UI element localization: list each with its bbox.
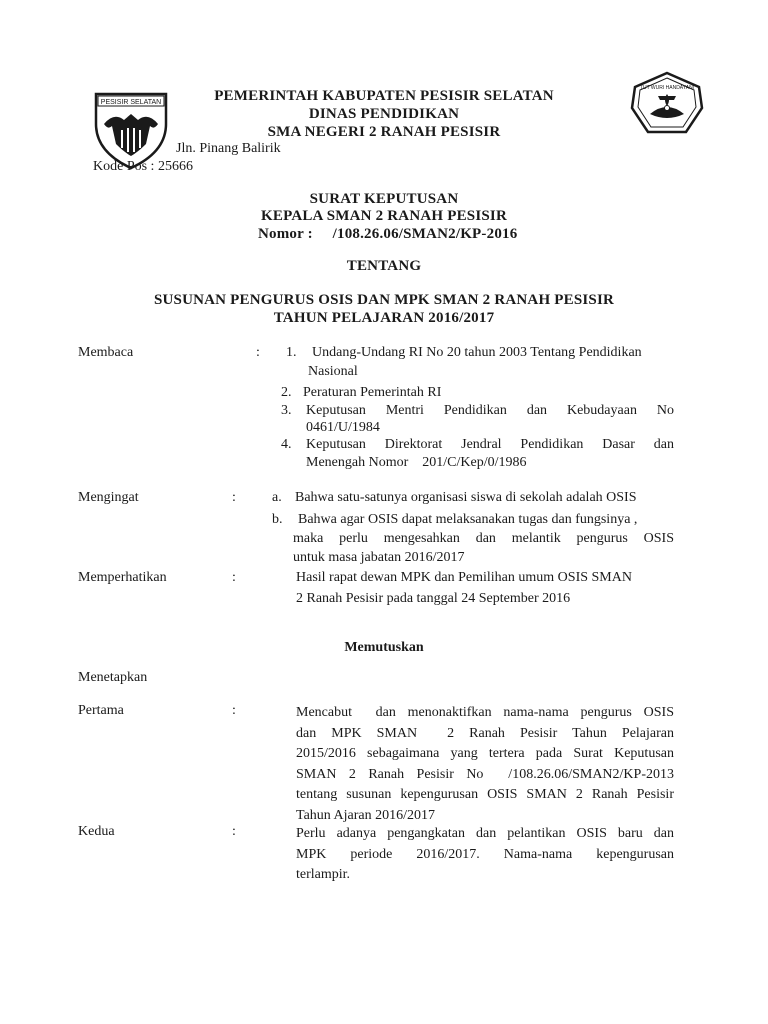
membaca-colon: : (256, 345, 260, 360)
menetapkan-label: Menetapkan (78, 670, 148, 685)
mengingat-colon: : (232, 490, 236, 505)
pertama-colon: : (232, 703, 236, 718)
decree-number-label: Nomor : (258, 226, 313, 242)
kedua-line: MPK periode 2016/2017. Nama-nama kepengurusan (296, 846, 674, 862)
mengingat-item-text: maka perlu mengesahkan dan melantik pengurus OSIS (293, 531, 674, 546)
membaca-item-number: 4. (281, 437, 292, 452)
logo-text: TUT WURI HANDAYANI (639, 85, 695, 91)
kedua-text (296, 824, 674, 886)
membaca-item-number: 1. (286, 345, 297, 360)
memutuskan-heading: Memutuskan (344, 640, 424, 655)
kedua-line: terlampir. (296, 867, 351, 882)
logo-text: PESISIR SELATAN (100, 99, 162, 106)
decree-subject-line1: SUSUNAN PENGURUS OSIS DAN MPK SMAN 2 RANAH PESISIR (153, 292, 615, 308)
membaca-item-number: 2. (281, 385, 292, 400)
letterhead-address: Jln. Pinang Balirik (176, 141, 281, 156)
letterhead-line3: SMA NEGERI 2 RANAH PESISIR (267, 124, 501, 140)
pertama-line: Mencabut dan menonaktifkan nama-nama pengurus OSIS (296, 705, 674, 720)
memperhatikan-colon: : (232, 570, 236, 585)
tut-wuri-handayani-logo (628, 70, 706, 138)
pertama-line: 2015/2016 sebagaimana yang tertera pada Surat Keputusan (296, 746, 674, 761)
decree-subject-line2: TAHUN PELAJARAN 2016/2017 (273, 310, 495, 326)
kedua-colon: : (232, 824, 236, 839)
mengingat-item-text: untuk masa jabatan 2016/2017 (293, 550, 465, 565)
membaca-label: Membaca (78, 345, 134, 360)
membaca-item-text: Peraturan Pemerintah RI (303, 385, 442, 400)
decree-number-value: /108.26.06/SMAN2/KP-2016 (332, 226, 518, 242)
membaca-item-number: 3. (281, 403, 292, 418)
mengingat-item-text: Bahwa satu-satunya organisasi siswa di sekolah adalah OSIS (295, 490, 637, 505)
pertama-line: dan MPK SMAN 2 Ranah Pesisir Tahun Pelajaran (296, 725, 674, 741)
membaca-item-text: Menengah Nomor 201/C/Kep/0/1986 (306, 455, 527, 470)
membaca-item-text: Keputusan Mentri Pendidikan dan Kebudayaan No (306, 403, 674, 418)
membaca-item-text: Nasional (308, 364, 358, 379)
mengingat-label: Mengingat (78, 490, 139, 505)
pertama-line: tentang susunan kepengurusan OSIS SMAN 2 Ranah Pesisir (296, 787, 674, 802)
letterhead-line1: PEMERINTAH KABUPATEN PESISIR SELATAN (214, 88, 554, 104)
membaca-item-text: Undang-Undang RI No 20 tahun 2003 Tentang Pendidikan (312, 345, 642, 360)
mengingat-item-letter: b. (272, 512, 283, 527)
decree-number (258, 226, 517, 243)
decree-about: TENTANG (346, 258, 422, 274)
pertama-line: SMAN 2 Ranah Pesisir No /108.26.06/SMAN2/KP-2013 (296, 766, 674, 782)
pertama-text (296, 703, 674, 826)
pertama-line: Tahun Ajaran 2016/2017 (296, 807, 435, 823)
memperhatikan-label: Memperhatikan (78, 570, 167, 585)
letterhead-postal-code: Kode Pos : 25666 (93, 159, 193, 174)
decree-subtitle: KEPALA SMAN 2 RANAH PESISIR (261, 208, 507, 224)
letterhead-line2: DINAS PENDIDIKAN (308, 106, 460, 122)
memperhatikan-text: Hasil rapat dewan MPK dan Pemilihan umum OSIS SMAN (296, 570, 632, 585)
mengingat-item-letter: a. (272, 490, 282, 505)
pertama-label: Pertama (78, 703, 124, 718)
mengingat-item-text: Bahwa agar OSIS dapat melaksanakan tugas dan fungsinya , (298, 512, 638, 527)
kedua-line: Perlu adanya pengangkatan dan pelantikan OSIS baru dan (296, 826, 674, 841)
kedua-label: Kedua (78, 824, 115, 839)
membaca-item-text: Keputusan Direktorat Jendral Pendidikan Dasar dan (306, 437, 674, 452)
memperhatikan-text: 2 Ranah Pesisir pada tanggal 24 September 2016 (296, 591, 571, 606)
membaca-item-text: 0461/U/1984 (306, 420, 380, 435)
decree-title: SURAT KEPUTUSAN (309, 191, 459, 207)
